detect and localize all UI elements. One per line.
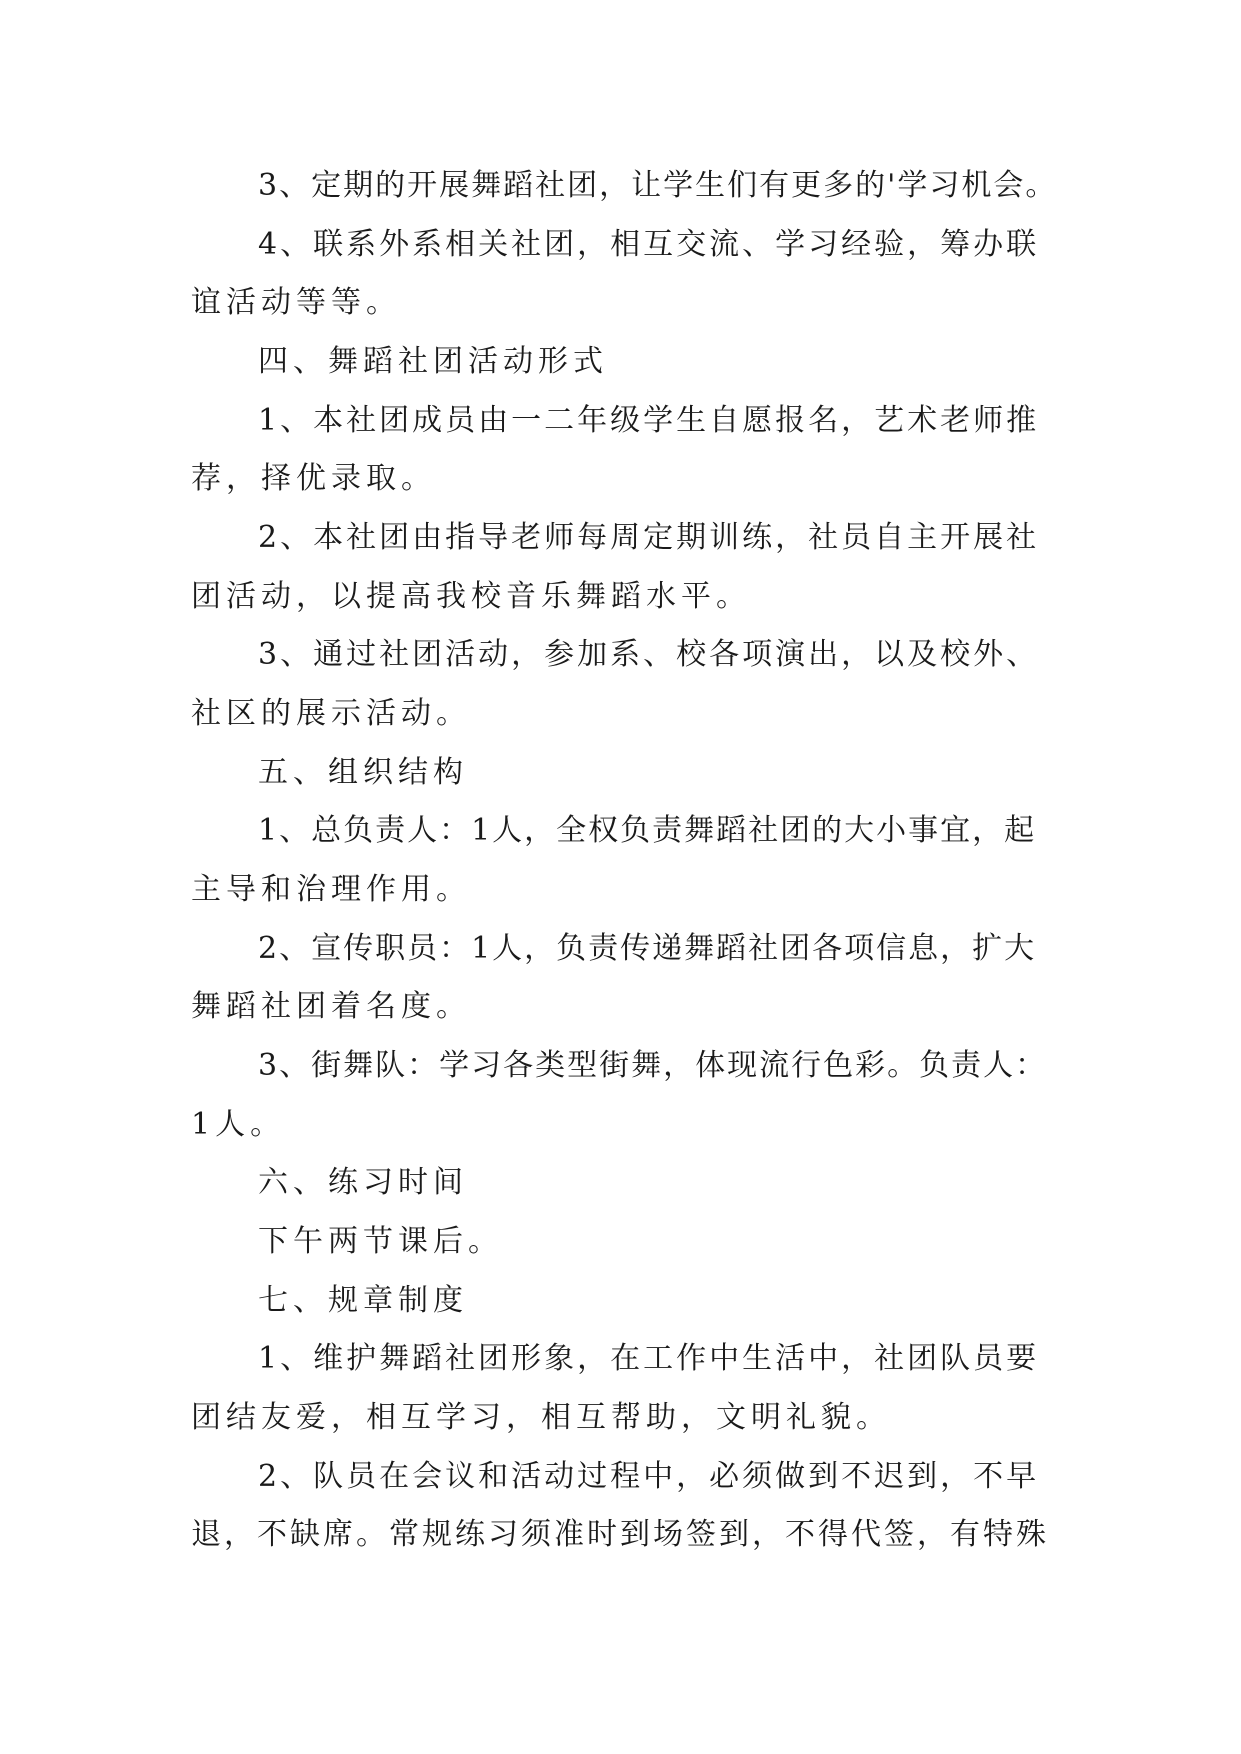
text-line-2: 4、联系外系相关社团，相互交流、学习经验，筹办联 xyxy=(258,227,1040,262)
text-line-5: 1、本社团成员由一二年级学生自愿报名，艺术老师推 xyxy=(258,403,1040,438)
section-heading-6: 六、练习时间 xyxy=(258,1165,468,1200)
text-line-9: 3、通过社团活动，参加系、校各项演出，以及校外、 xyxy=(258,637,1040,672)
text-line-16: 3、街舞队：学习各类型街舞，体现流行色彩。负责人： xyxy=(258,1048,1048,1083)
text-line-14: 2、宣传职员：1人，负责传递舞蹈社团各项信息，扩大 xyxy=(258,931,1037,966)
text-line-7: 2、本社团由指导老师每周定期训练，社员自主开展社 xyxy=(258,520,1040,555)
section-heading-7: 七、规章制度 xyxy=(258,1283,468,1318)
text-line-3: 谊活动等等。 xyxy=(191,285,401,320)
text-line-1: 3、定期的开展舞蹈社团，让学生们有更多的'学习机会。 xyxy=(258,168,1058,203)
text-line-6: 荐，择优录取。 xyxy=(191,461,436,496)
text-line-10: 社区的展示活动。 xyxy=(191,696,471,731)
text-line-23: 2、队员在会议和活动过程中，必须做到不迟到，不早 xyxy=(258,1459,1040,1494)
text-line-19: 下午两节课后。 xyxy=(258,1224,503,1259)
text-line-12: 1、总负责人：1人，全权负责舞蹈社团的大小事宜，起 xyxy=(258,813,1037,848)
text-line-13: 主导和治理作用。 xyxy=(191,872,471,907)
text-line-15: 舞蹈社团着名度。 xyxy=(191,989,471,1024)
section-heading-4: 四、舞蹈社团活动形式 xyxy=(258,344,608,379)
text-line-21: 1、维护舞蹈社团形象，在工作中生活中，社团队员要 xyxy=(258,1341,1040,1376)
text-line-24: 退，不缺席。常规练习须准时到场签到，不得代签，有特殊 xyxy=(191,1517,1049,1552)
text-line-17: 1人。 xyxy=(191,1107,286,1142)
text-line-8: 团活动，以提高我校音乐舞蹈水平。 xyxy=(191,579,751,614)
text-line-22: 团结友爱，相互学习，相互帮助，文明礼貌。 xyxy=(191,1400,891,1435)
section-heading-5: 五、组织结构 xyxy=(258,755,468,790)
